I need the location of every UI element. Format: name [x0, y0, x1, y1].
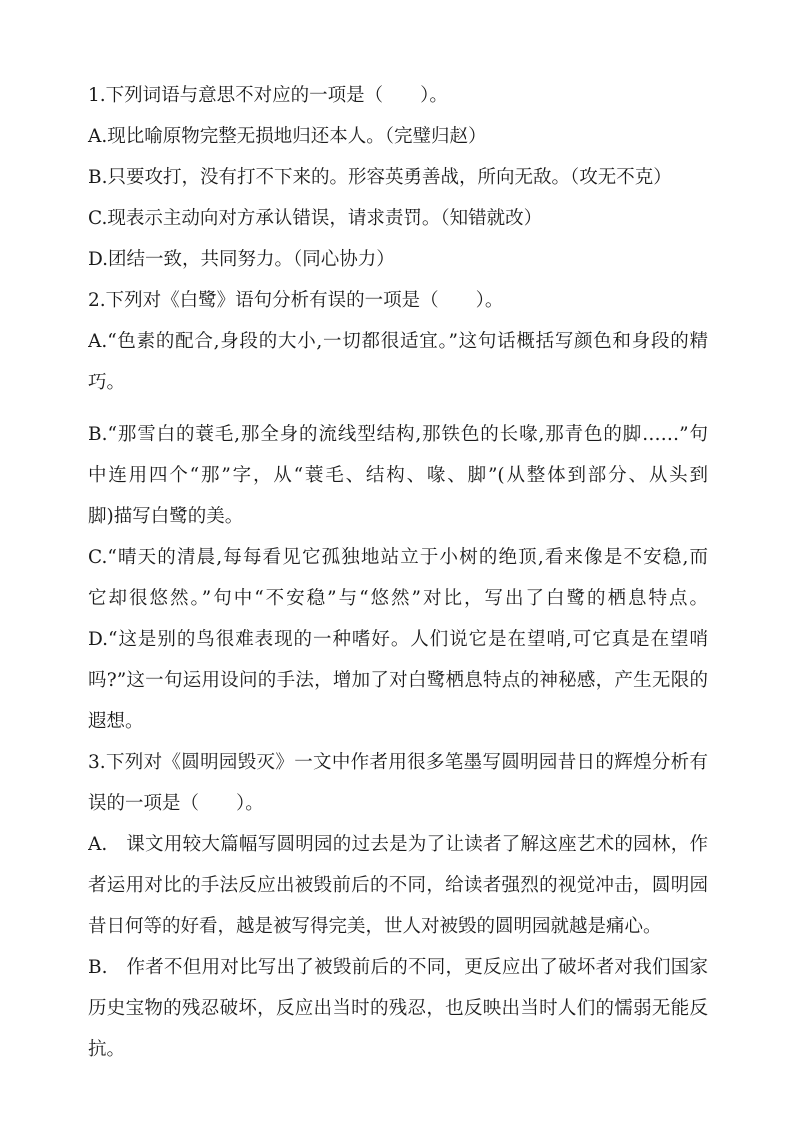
question-3-option-b-line-3: 抗。: [88, 1039, 126, 1060]
question-2-option-b-line-1: B.“那雪白的蓑毛,那全身的流线型结构,那铁色的长喙,那青色的脚……”句: [88, 424, 708, 445]
question-1-option-b: B.只要攻打，没有打不下来的。形容英勇善战，所向无敌。（攻无不克）: [88, 167, 672, 188]
question-3-option-a-line-2: 者运用对比的手法反应出被毁前后的不同，给读者强烈的视觉冲击，圆明园: [88, 875, 708, 896]
question-1-option-d: D.团结一致，共同努力。（同心协力）: [88, 249, 395, 270]
question-3-option-b-line-2: 历史宝物的残忍破坏，反应出当时的残忍，也反映出当时人们的懦弱无能反: [88, 998, 708, 1019]
question-3-stem-line-1: 3.下列对《圆明园毁灭》一文中作者用很多笔墨写圆明园昔日的辉煌分析有: [88, 752, 708, 773]
question-2-option-d-line-2: 吗?”这一句运用设问的手法，增加了对白鹭栖息特点的神秘感，产生无限的: [88, 670, 708, 691]
question-1-stem: 1.下列词语与意思不对应的一项是（ ）。: [88, 85, 448, 106]
question-2-option-c-line-1: C.“晴天的清晨,每每看见它孤独地站立于小树的绝顶,看来像是不安稳,而: [88, 547, 708, 568]
question-3-option-a-line-3: 昔日何等的好看，越是被写得完美，世人对被毁的圆明园就越是痛心。: [88, 916, 662, 937]
question-3-stem-line-2: 误的一项是（ ）。: [88, 793, 264, 814]
question-2-option-b-line-2: 中连用四个“那”字，从“蓑毛、结构、喙、脚”(从整体到部分、从头到: [88, 465, 708, 486]
question-2-option-d-line-3: 遐想。: [88, 711, 144, 732]
question-2-option-d-line-1: D.“这是别的鸟很难表现的一种嗜好。人们说它是在望哨,可它真是在望哨: [88, 629, 708, 650]
question-2-stem: 2.下列对《白鹭》语句分析有误的一项是（ ）。: [88, 290, 504, 311]
question-1-option-a: A.现比喻原物完整无损地归还本人。（完璧归赵）: [88, 126, 487, 147]
question-2-option-b-line-3: 脚)描写白鹭的美。: [88, 506, 244, 527]
question-2-option-a-line-1: A.“色素的配合,身段的大小,一切都很适宜。”这句话概括写颜色和身段的精: [88, 331, 708, 352]
question-1-option-c: C.现表示主动向对方承认错误，请求责罚。（知错就改）: [88, 208, 543, 229]
question-3-option-a-line-1: A. 课文用较大篇幅写圆明园的过去是为了让读者了解这座艺术的园林，作: [88, 834, 708, 855]
question-2-option-a-line-2: 巧。: [88, 372, 126, 393]
question-2-option-c-line-2: 它却很悠然。”句中“不安稳”与“悠然”对比，写出了白鹭的栖息特点。: [88, 588, 708, 609]
question-3-option-b-line-1: B. 作者不但用对比写出了被毁前后的不同，更反应出了破坏者对我们国家: [88, 957, 708, 978]
